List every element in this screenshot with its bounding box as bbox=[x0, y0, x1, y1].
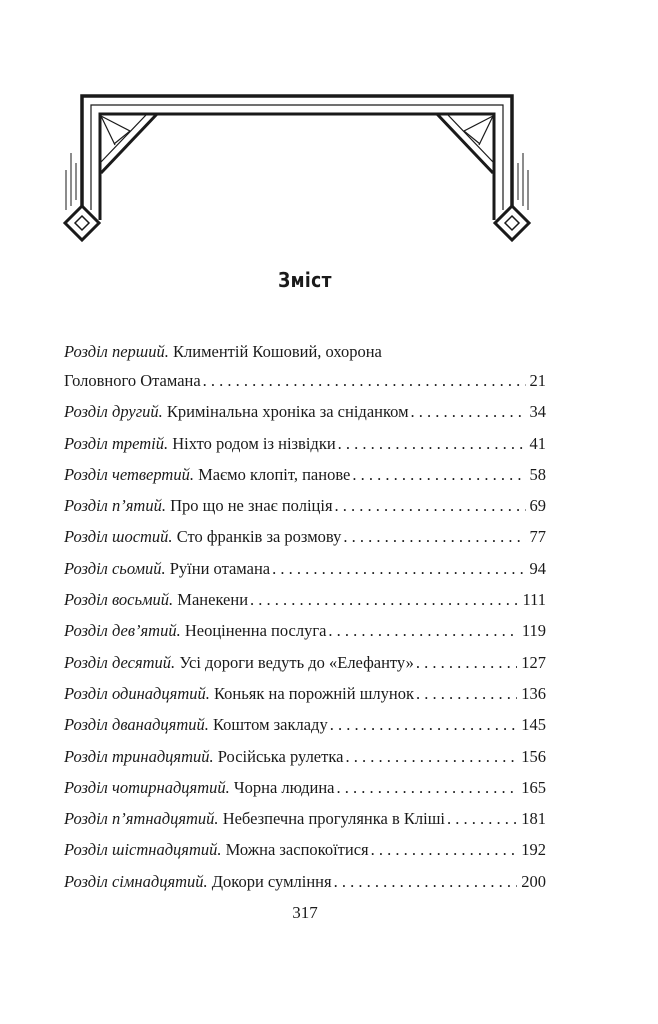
dot-leader bbox=[416, 647, 517, 678]
dot-leader bbox=[352, 459, 525, 490]
toc-entry bbox=[64, 772, 546, 803]
page-ref: 136 bbox=[521, 683, 546, 703]
chapter-title: Докори сумління bbox=[211, 871, 332, 891]
toc-entry bbox=[64, 647, 546, 678]
page-number: 317 bbox=[292, 903, 318, 922]
chapter-label: Розділ п’ятий. bbox=[64, 496, 166, 516]
toc-entry bbox=[64, 490, 546, 521]
chapter-title: Манекени bbox=[177, 590, 249, 610]
toc-entry bbox=[64, 866, 546, 897]
chapter-title: Руїни отамана bbox=[169, 558, 271, 578]
dot-leader bbox=[447, 803, 517, 834]
chapter-title: Усі дороги ведуть до «Елефанту» bbox=[179, 652, 414, 672]
folk-frame-ornament-icon bbox=[0, 0, 658, 250]
dot-leader bbox=[338, 428, 526, 459]
chapter-label: Розділ тринадцятий. bbox=[64, 746, 214, 766]
dot-leader bbox=[334, 866, 518, 897]
toc-entry bbox=[64, 339, 546, 396]
chapter-label: Розділ третій. bbox=[64, 433, 169, 453]
toc-entry bbox=[64, 459, 546, 490]
dot-leader bbox=[272, 553, 525, 584]
chapter-label: Розділ п’ятнадцятий. bbox=[64, 809, 219, 829]
page-ref: 34 bbox=[529, 402, 546, 422]
page-title: Зміст bbox=[278, 268, 332, 292]
chapter-title: Можна заспокоїтися bbox=[225, 840, 369, 860]
chapter-label: Розділ дванадцятий. bbox=[64, 715, 209, 735]
chapter-label: Розділ четвертий. bbox=[64, 464, 194, 484]
page-ref: 41 bbox=[529, 433, 546, 453]
chapter-label: Розділ сімнадцятий. bbox=[64, 871, 208, 891]
page-ref: 119 bbox=[521, 621, 546, 641]
page-ref: 181 bbox=[521, 809, 546, 829]
chapter-title: Климентій Кошовий, охорона bbox=[173, 342, 382, 361]
page-ref: 69 bbox=[529, 496, 546, 516]
chapter-label: Розділ шостий. bbox=[64, 527, 173, 547]
toc-entry bbox=[64, 834, 546, 865]
page-ref: 145 bbox=[521, 715, 546, 735]
chapter-title: Головного Отамана bbox=[64, 371, 201, 390]
toc-entry bbox=[64, 553, 546, 584]
chapter-label: Розділ одинадцятий. bbox=[64, 683, 210, 703]
toc-entry bbox=[64, 678, 546, 709]
page-ref: 21 bbox=[529, 371, 546, 390]
chapter-label: Розділ восьмий. bbox=[64, 590, 174, 610]
chapter-label: Розділ перший. bbox=[64, 342, 169, 361]
page-ref: 192 bbox=[521, 840, 546, 860]
chapter-title: Сто франків за розмову bbox=[176, 527, 342, 547]
toc-entry bbox=[64, 741, 546, 772]
chapter-label: Розділ десятий. bbox=[64, 652, 176, 672]
chapter-title: Чорна людина bbox=[233, 777, 335, 797]
dot-leader bbox=[328, 615, 517, 646]
dot-leader bbox=[411, 396, 526, 427]
page-ref: 94 bbox=[529, 558, 546, 578]
toc-entry bbox=[64, 584, 546, 615]
dot-leader bbox=[203, 365, 526, 396]
dot-leader bbox=[343, 521, 525, 552]
page-ref: 127 bbox=[521, 652, 546, 672]
toc-entry bbox=[64, 803, 546, 834]
chapter-label: Розділ шістнадцятий. bbox=[64, 840, 222, 860]
dot-leader bbox=[345, 741, 517, 772]
chapter-label: Розділ сьомий. bbox=[64, 558, 166, 578]
chapter-title: Неоціненна послуга bbox=[184, 621, 327, 641]
dot-leader bbox=[250, 584, 518, 615]
table-of-contents bbox=[64, 339, 546, 897]
dot-leader bbox=[337, 772, 518, 803]
toc-entry bbox=[64, 428, 546, 459]
dot-leader bbox=[371, 834, 518, 865]
page-ref: 165 bbox=[521, 777, 546, 797]
page-ref: 58 bbox=[529, 464, 546, 484]
chapter-title: Маємо клопіт, панове bbox=[198, 464, 351, 484]
chapter-title: Ніхто родом із нізвідки bbox=[172, 433, 336, 453]
chapter-title: Про що не знає поліція bbox=[170, 496, 333, 516]
dot-leader bbox=[335, 490, 526, 521]
dot-leader bbox=[330, 709, 518, 740]
chapter-label: Розділ дев’ятий. bbox=[64, 621, 181, 641]
toc-entry bbox=[64, 615, 546, 646]
toc-entry bbox=[64, 396, 546, 427]
chapter-title: Коштом закладу bbox=[213, 715, 328, 735]
toc-entry bbox=[64, 709, 546, 740]
dot-leader bbox=[416, 678, 517, 709]
chapter-title: Кримінальна хроніка за сніданком bbox=[166, 402, 409, 422]
chapter-title: Небезпечна прогулянка в Кліші bbox=[222, 809, 445, 829]
toc-entry bbox=[64, 521, 546, 552]
chapter-label: Розділ другий. bbox=[64, 402, 163, 422]
chapter-title: Коньяк на порожній шлунок bbox=[213, 683, 415, 703]
page-ref: 200 bbox=[521, 871, 546, 891]
page-ref: 77 bbox=[529, 527, 546, 547]
page-ref: 156 bbox=[521, 746, 546, 766]
chapter-label: Розділ чотирнадцятий. bbox=[64, 777, 230, 797]
page-ref: 111 bbox=[522, 590, 546, 610]
chapter-title: Російська рулетка bbox=[217, 746, 344, 766]
